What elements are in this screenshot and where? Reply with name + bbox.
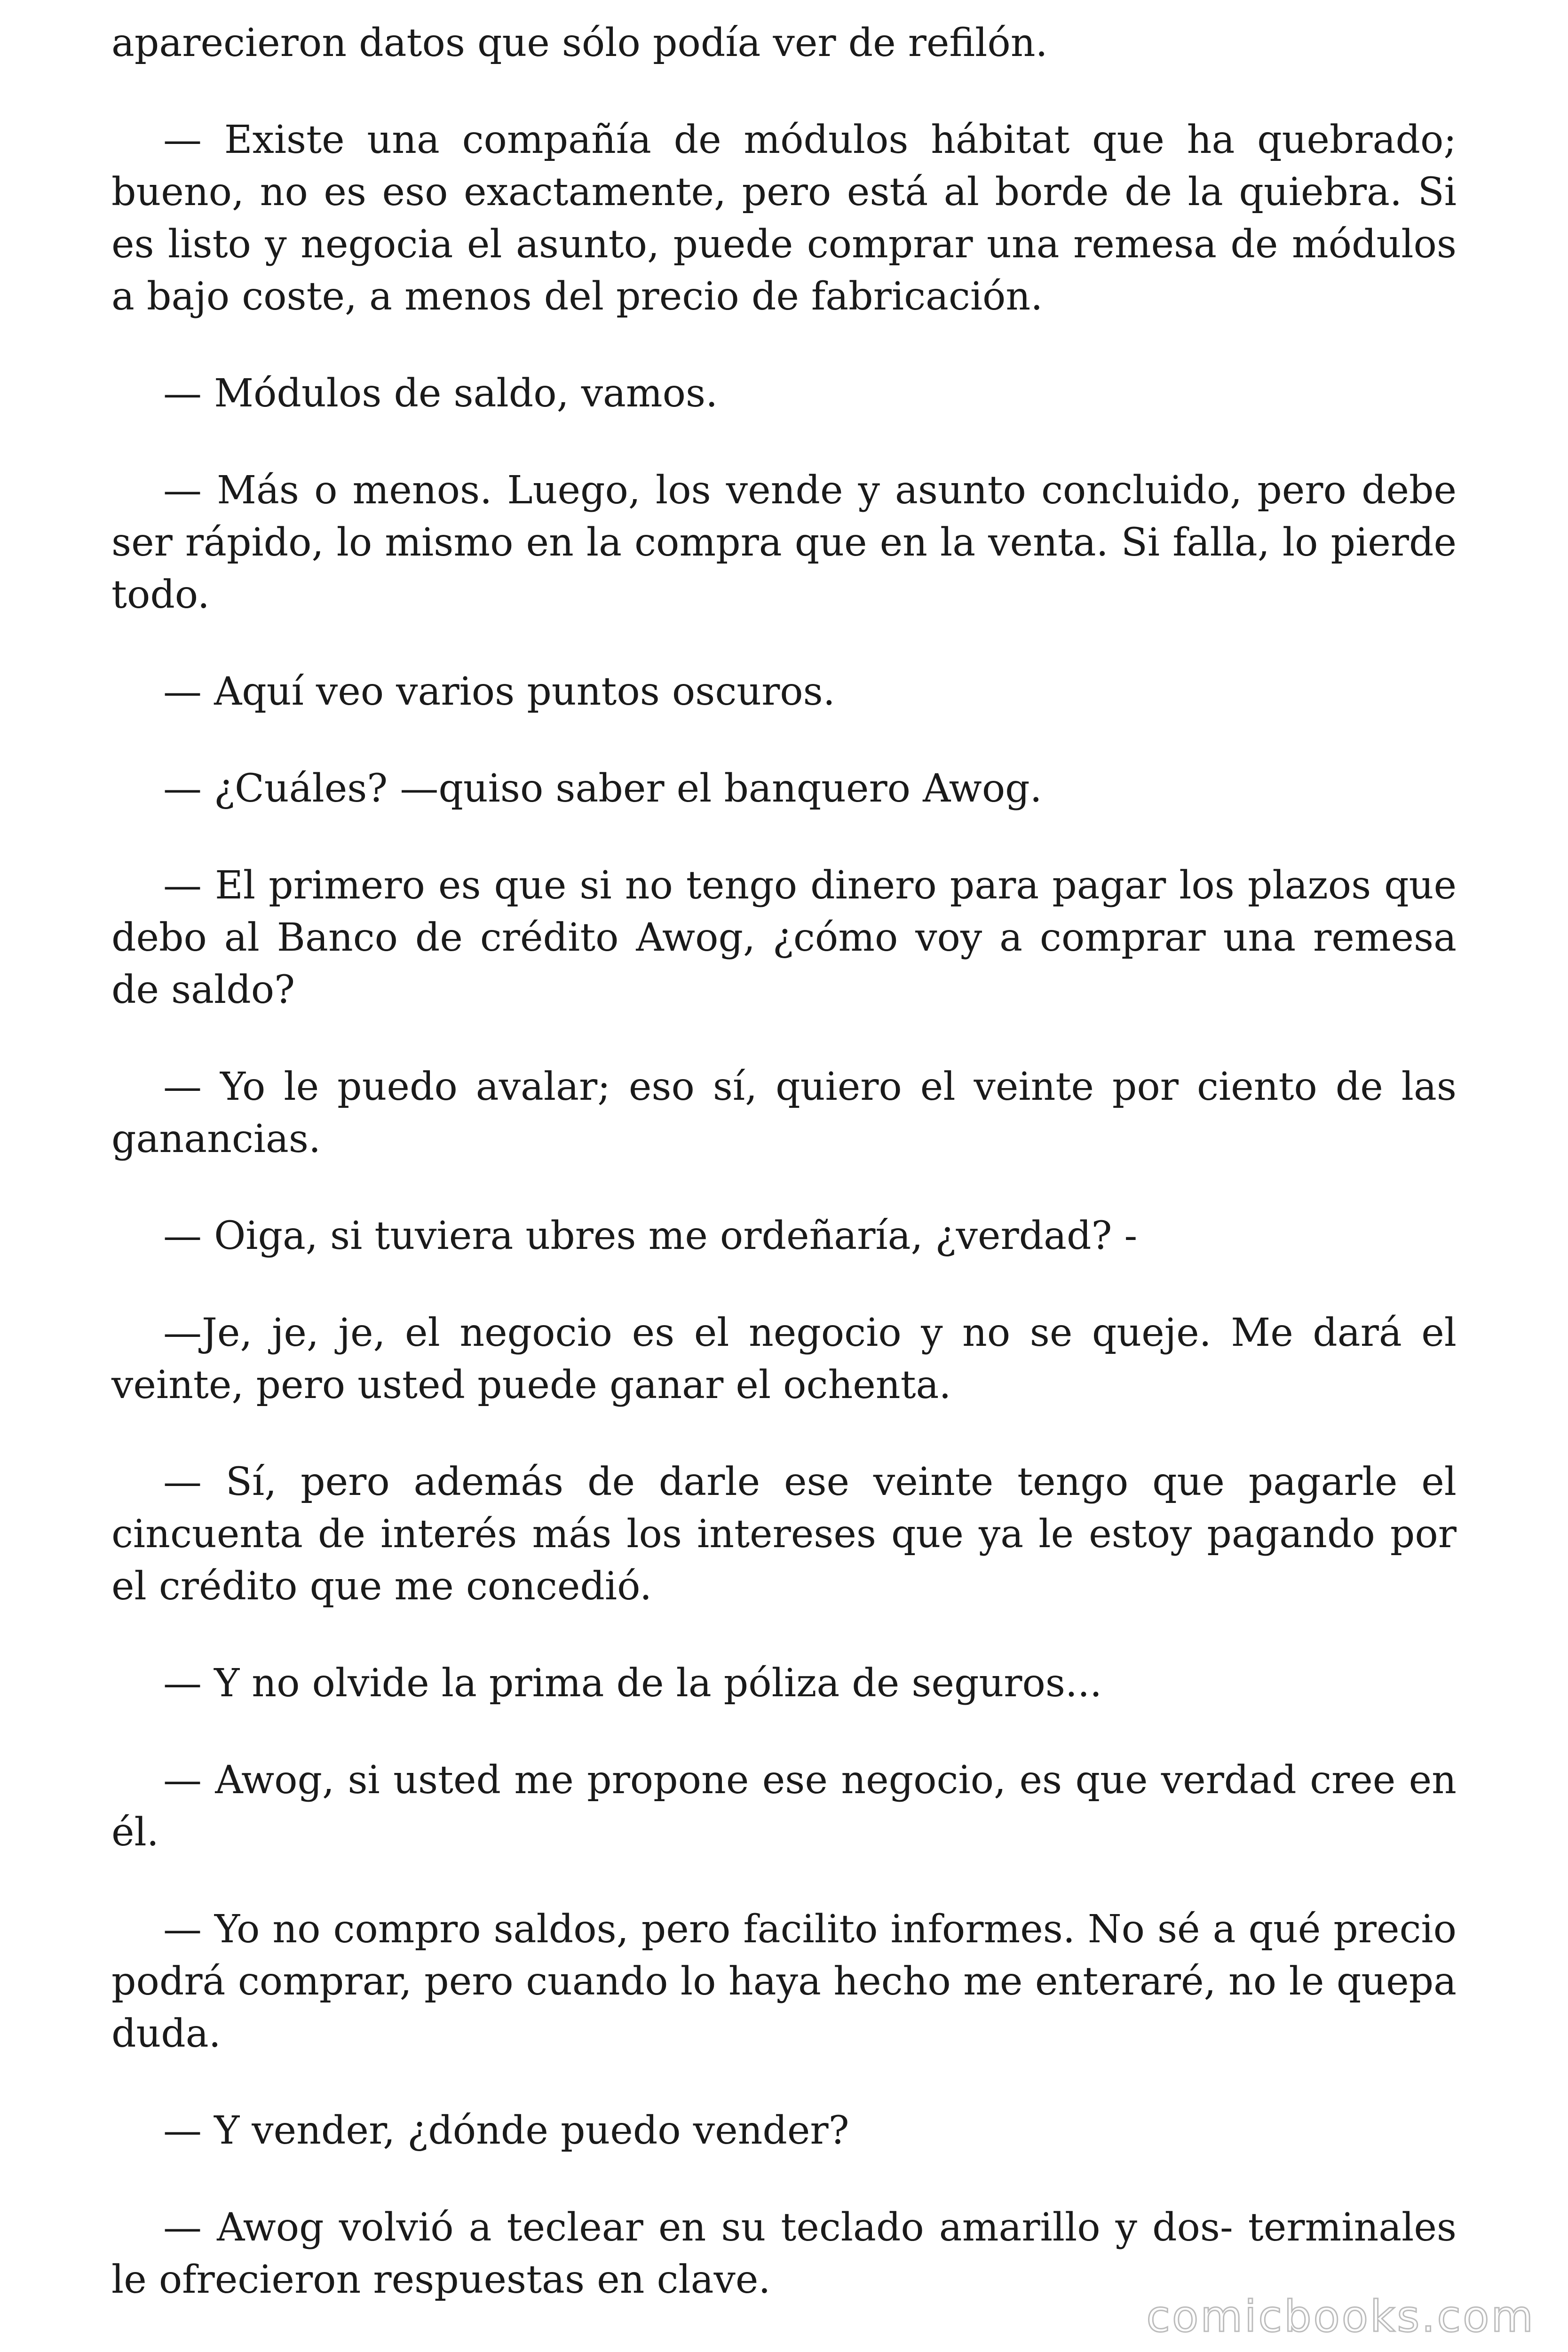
paragraph: — El primero es que si no tengo dinero para pagar los plazos que debo al Banco de crédito Awog, ¿cómo voy a comprar una remesa de saldo? bbox=[111, 863, 1457, 1012]
paragraph: — Aquí veo varios puntos oscuros. bbox=[163, 669, 835, 714]
paragraph: — ¿Cuáles? —quiso saber el banquero Awog. bbox=[163, 766, 1042, 811]
paragraph: — Más o menos. Luego, los vende y asunto concluido, pero debe ser rápido, lo mismo en la compra que en la venta. Si falla, lo pierde todo. bbox=[111, 468, 1457, 617]
paragraph: — Existe una compañía de módulos hábitat que ha quebrado; bueno, no es eso exactamente, pero está al borde de la quiebra. Si es listo y negocia el asunto, puede comprar una remesa de módulos a bajo coste, a menos del precio de fabricación. bbox=[111, 118, 1457, 319]
paragraph: — Yo le puedo avalar; eso sí, quiero el veinte por ciento de las ganancias. bbox=[111, 1065, 1457, 1161]
paragraph: — Módulos de saldo, vamos. bbox=[163, 371, 718, 416]
paragraph: — Yo no compro saldos, pero facilito informes. No sé a qué precio podrá comprar, pero cuando lo haya hecho me enteraré, no le quepa duda. bbox=[111, 1907, 1457, 2056]
paragraph: — Oiga, si tuviera ubres me ordeñaría, ¿verdad? - bbox=[163, 1214, 1138, 1258]
paragraph: —Je, je, je, el negocio es el negocio y no se queje. Me dará el veinte, pero usted puede ganar el ochenta. bbox=[111, 1311, 1457, 1407]
paragraph: — Y no olvide la prima de la póliza de seguros... bbox=[163, 1661, 1102, 1706]
paragraph: — Sí, pero además de darle ese veinte tengo que pagarle el cincuenta de interés más los intereses que ya le estoy pagando por el crédito que me concedió. bbox=[111, 1460, 1457, 1609]
watermark-logo: comicbooks.com bbox=[1146, 2291, 1535, 2342]
paragraph: — Awog volvió a teclear en su teclado amarillo y dos- terminales le ofrecieron respuestas en clave. bbox=[111, 2205, 1457, 2302]
page-text bbox=[111, 17, 1457, 2351]
paragraph: aparecieron datos que sólo podía ver de refilón. bbox=[111, 21, 1048, 65]
paragraph: — Y vender, ¿dónde puedo vender? bbox=[163, 2108, 849, 2153]
paragraph: — Awog, si usted me propone ese negocio, es que verdad cree en él. bbox=[111, 1758, 1457, 1855]
